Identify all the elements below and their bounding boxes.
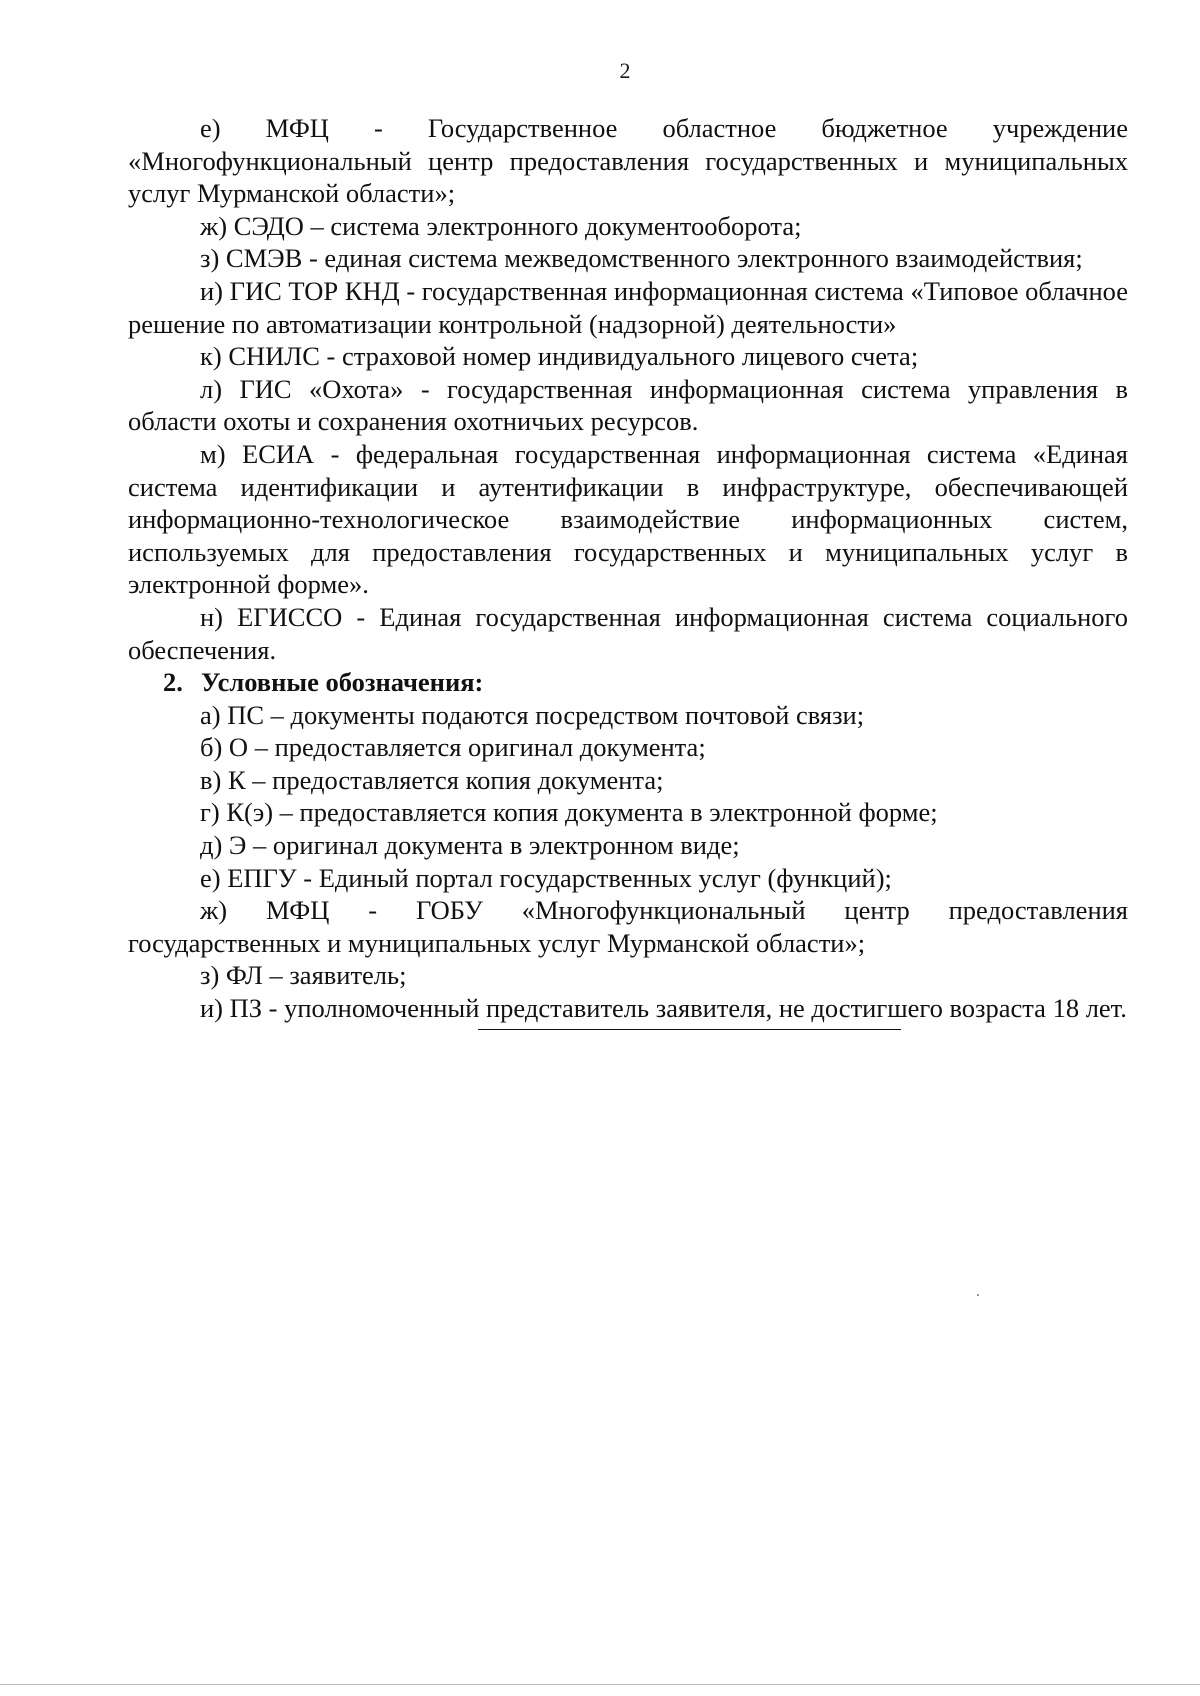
page-number: 2 [619,58,631,83]
scan-bottom-edge [0,1684,1200,1685]
abbreviation-item-snils: к) СНИЛС - страховой номер индивидуального лицевого счета; [200,341,919,372]
end-of-document-rule [478,1029,901,1030]
legend-item-pz: и) ПЗ - уполномоченный представитель заявителя, не достигшего возраста 18 лет. [200,993,1127,1024]
abbreviation-item-esia: м) ЕСИА - федеральная государственная информационная система «Единая система идентификации и аутентификации в инфраструктуре, обеспечивающей информационно-технологическое взаимодействие информационных систем, используемых для предоставления государственных и муниципальных услуг в электронной форме». [128,438,1128,600]
section-title: Условные обозначения: [201,667,484,698]
section-number: 2. [163,667,183,698]
legend-item-o: б) О – предоставляется оригинал документа; [200,732,706,763]
legend-item-ke: г) К(э) – предоставляется копия документа в электронной форме; [200,797,938,828]
legend-item-mfc: ж) МФЦ - ГОБУ «Многофункциональный центр предоставления государственных и муниципальных услуг Мурманской области»; [128,895,1128,958]
scan-speck [977,1294,979,1296]
abbreviation-item-gis-tor-knd: и) ГИС ТОР КНД - государственная информационная система «Типовое облачное решение по автоматизации контрольной (надзорной) деятельности» [128,275,1128,339]
abbreviations-list [128,112,1128,666]
legend-item-e: д) Э – оригинал документа в электронном виде; [200,830,740,861]
abbreviation-item-gis-okhota: л) ГИС «Охота» - государственная информационная система управления в области охоты и сохранения охотничьих ресурсов. [128,373,1128,437]
abbreviation-item-mfc: е) МФЦ - Государственное областное бюджетное учреждение «Многофункциональный центр предоставления государственных и муниципальных услуг Мурманской области»; [128,113,1128,209]
legend-item-ps: а) ПС – документы подаются посредством почтовой связи; [200,699,865,730]
abbreviation-item-egisso: н) ЕГИССО - Единая государственная информационная система социального обеспечения. [128,601,1128,665]
abbreviation-item-smev: з) СМЭВ - единая система межведомственного электронного взаимодействия; [200,243,1083,274]
document-body [128,112,1128,1025]
legend-list [128,699,1128,1025]
legend-item-fl: з) ФЛ – заявитель; [200,960,407,991]
section-heading [128,666,1128,699]
legend-item-epgu: е) ЕПГУ - Единый портал государственных услуг (функций); [200,862,892,893]
abbreviation-item-sedo: ж) СЭДО – система электронного документооборота; [200,210,802,241]
legend-item-k: в) К – предоставляется копия документа; [200,764,664,795]
